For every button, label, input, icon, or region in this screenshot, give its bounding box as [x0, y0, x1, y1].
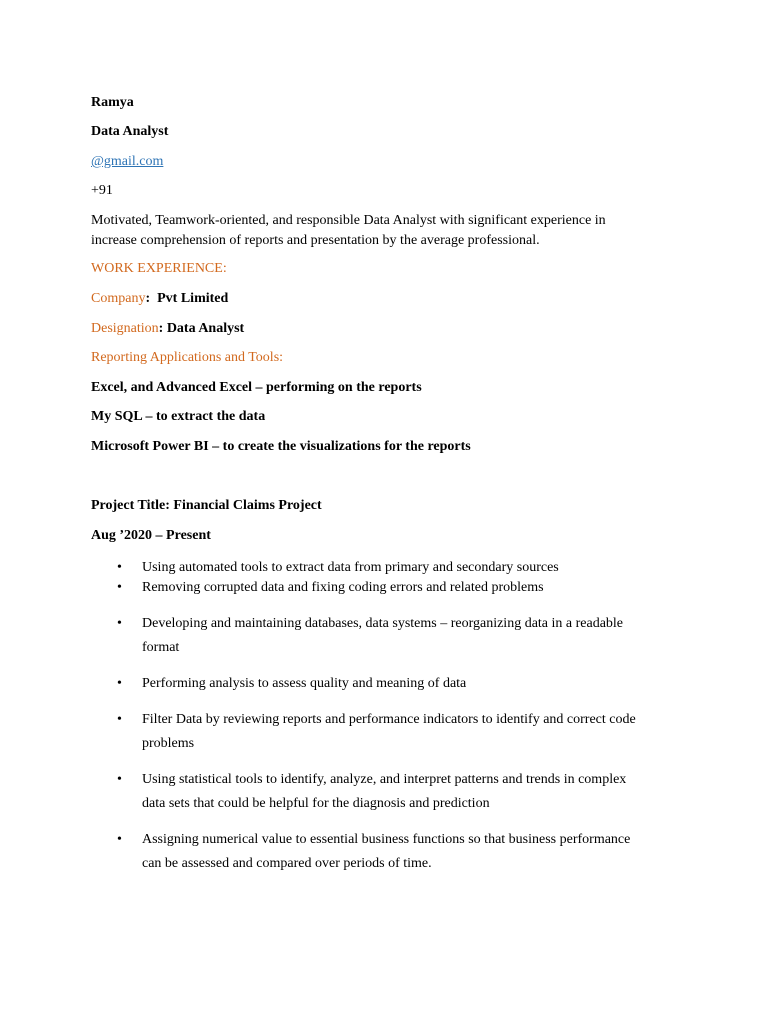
project-bullet-list	[91, 556, 691, 876]
summary-line: Motivated, Teamwork-oriented, and responsible Data Analyst with significant experience in	[91, 213, 606, 228]
phone-number: +91	[91, 183, 113, 198]
designation-value: : Data Analyst	[158, 321, 245, 336]
company-value: Pvt Limited	[157, 291, 229, 306]
project-bullet	[91, 828, 691, 876]
summary-line: increase comprehension of reports and presentation by the average professional.	[91, 233, 540, 248]
project-bullet	[91, 708, 691, 756]
tool-item: Excel, and Advanced Excel – performing on the reports	[91, 380, 422, 395]
designation-label: Designation	[91, 321, 159, 336]
designation-line	[91, 320, 244, 338]
tools-heading: Reporting Applications and Tools:	[91, 350, 284, 365]
bullet-text: Performing analysis to assess quality and meaning of data	[142, 676, 467, 691]
bullet-icon: •	[117, 712, 122, 727]
bullet-text: Developing and maintaining databases, data systems – reorganizing data in a readable	[142, 616, 624, 631]
bullet-icon: •	[117, 616, 122, 631]
company-colon: :	[145, 291, 151, 306]
bullet-icon: •	[117, 772, 122, 787]
bullet-icon: •	[117, 676, 122, 691]
company-line	[91, 290, 228, 308]
candidate-name: Ramya	[91, 95, 134, 110]
bullet-text: Filter Data by reviewing reports and performance indicators to identify and correct code	[142, 712, 636, 727]
bullet-text: can be assessed and compared over periods of time.	[142, 856, 432, 871]
summary	[91, 211, 671, 251]
email-link[interactable]: @gmail.com	[91, 154, 164, 169]
project-bullet	[91, 672, 691, 696]
bullet-text: format	[142, 640, 180, 655]
bullet-icon: •	[117, 832, 122, 847]
bullet-icon: •	[117, 580, 122, 595]
project-title: Project Title: Financial Claims Project	[91, 498, 322, 513]
company-label: Company	[91, 291, 146, 306]
project-bullet	[91, 576, 691, 600]
project-bullet	[91, 612, 691, 660]
bullet-text: Using statistical tools to identify, analyze, and interpret patterns and trends in complex	[142, 772, 627, 787]
job-title: Data Analyst	[91, 124, 169, 139]
tool-item: My SQL – to extract the data	[91, 409, 266, 424]
project-dates: Aug ’2020 – Present	[91, 528, 211, 543]
project-bullet	[91, 768, 691, 816]
bullet-text: data sets that could be helpful for the diagnosis and prediction	[142, 796, 490, 811]
bullet-icon: •	[117, 560, 122, 575]
bullet-text: Using automated tools to extract data from primary and secondary sources	[142, 560, 559, 575]
work-experience-heading: WORK EXPERIENCE:	[91, 261, 227, 276]
bullet-text: problems	[142, 736, 195, 751]
bullet-text: Assigning numerical value to essential business functions so that business performance	[142, 832, 631, 847]
tool-item: Microsoft Power BI – to create the visualizations for the reports	[91, 439, 471, 454]
bullet-text: Removing corrupted data and fixing coding errors and related problems	[142, 580, 544, 595]
